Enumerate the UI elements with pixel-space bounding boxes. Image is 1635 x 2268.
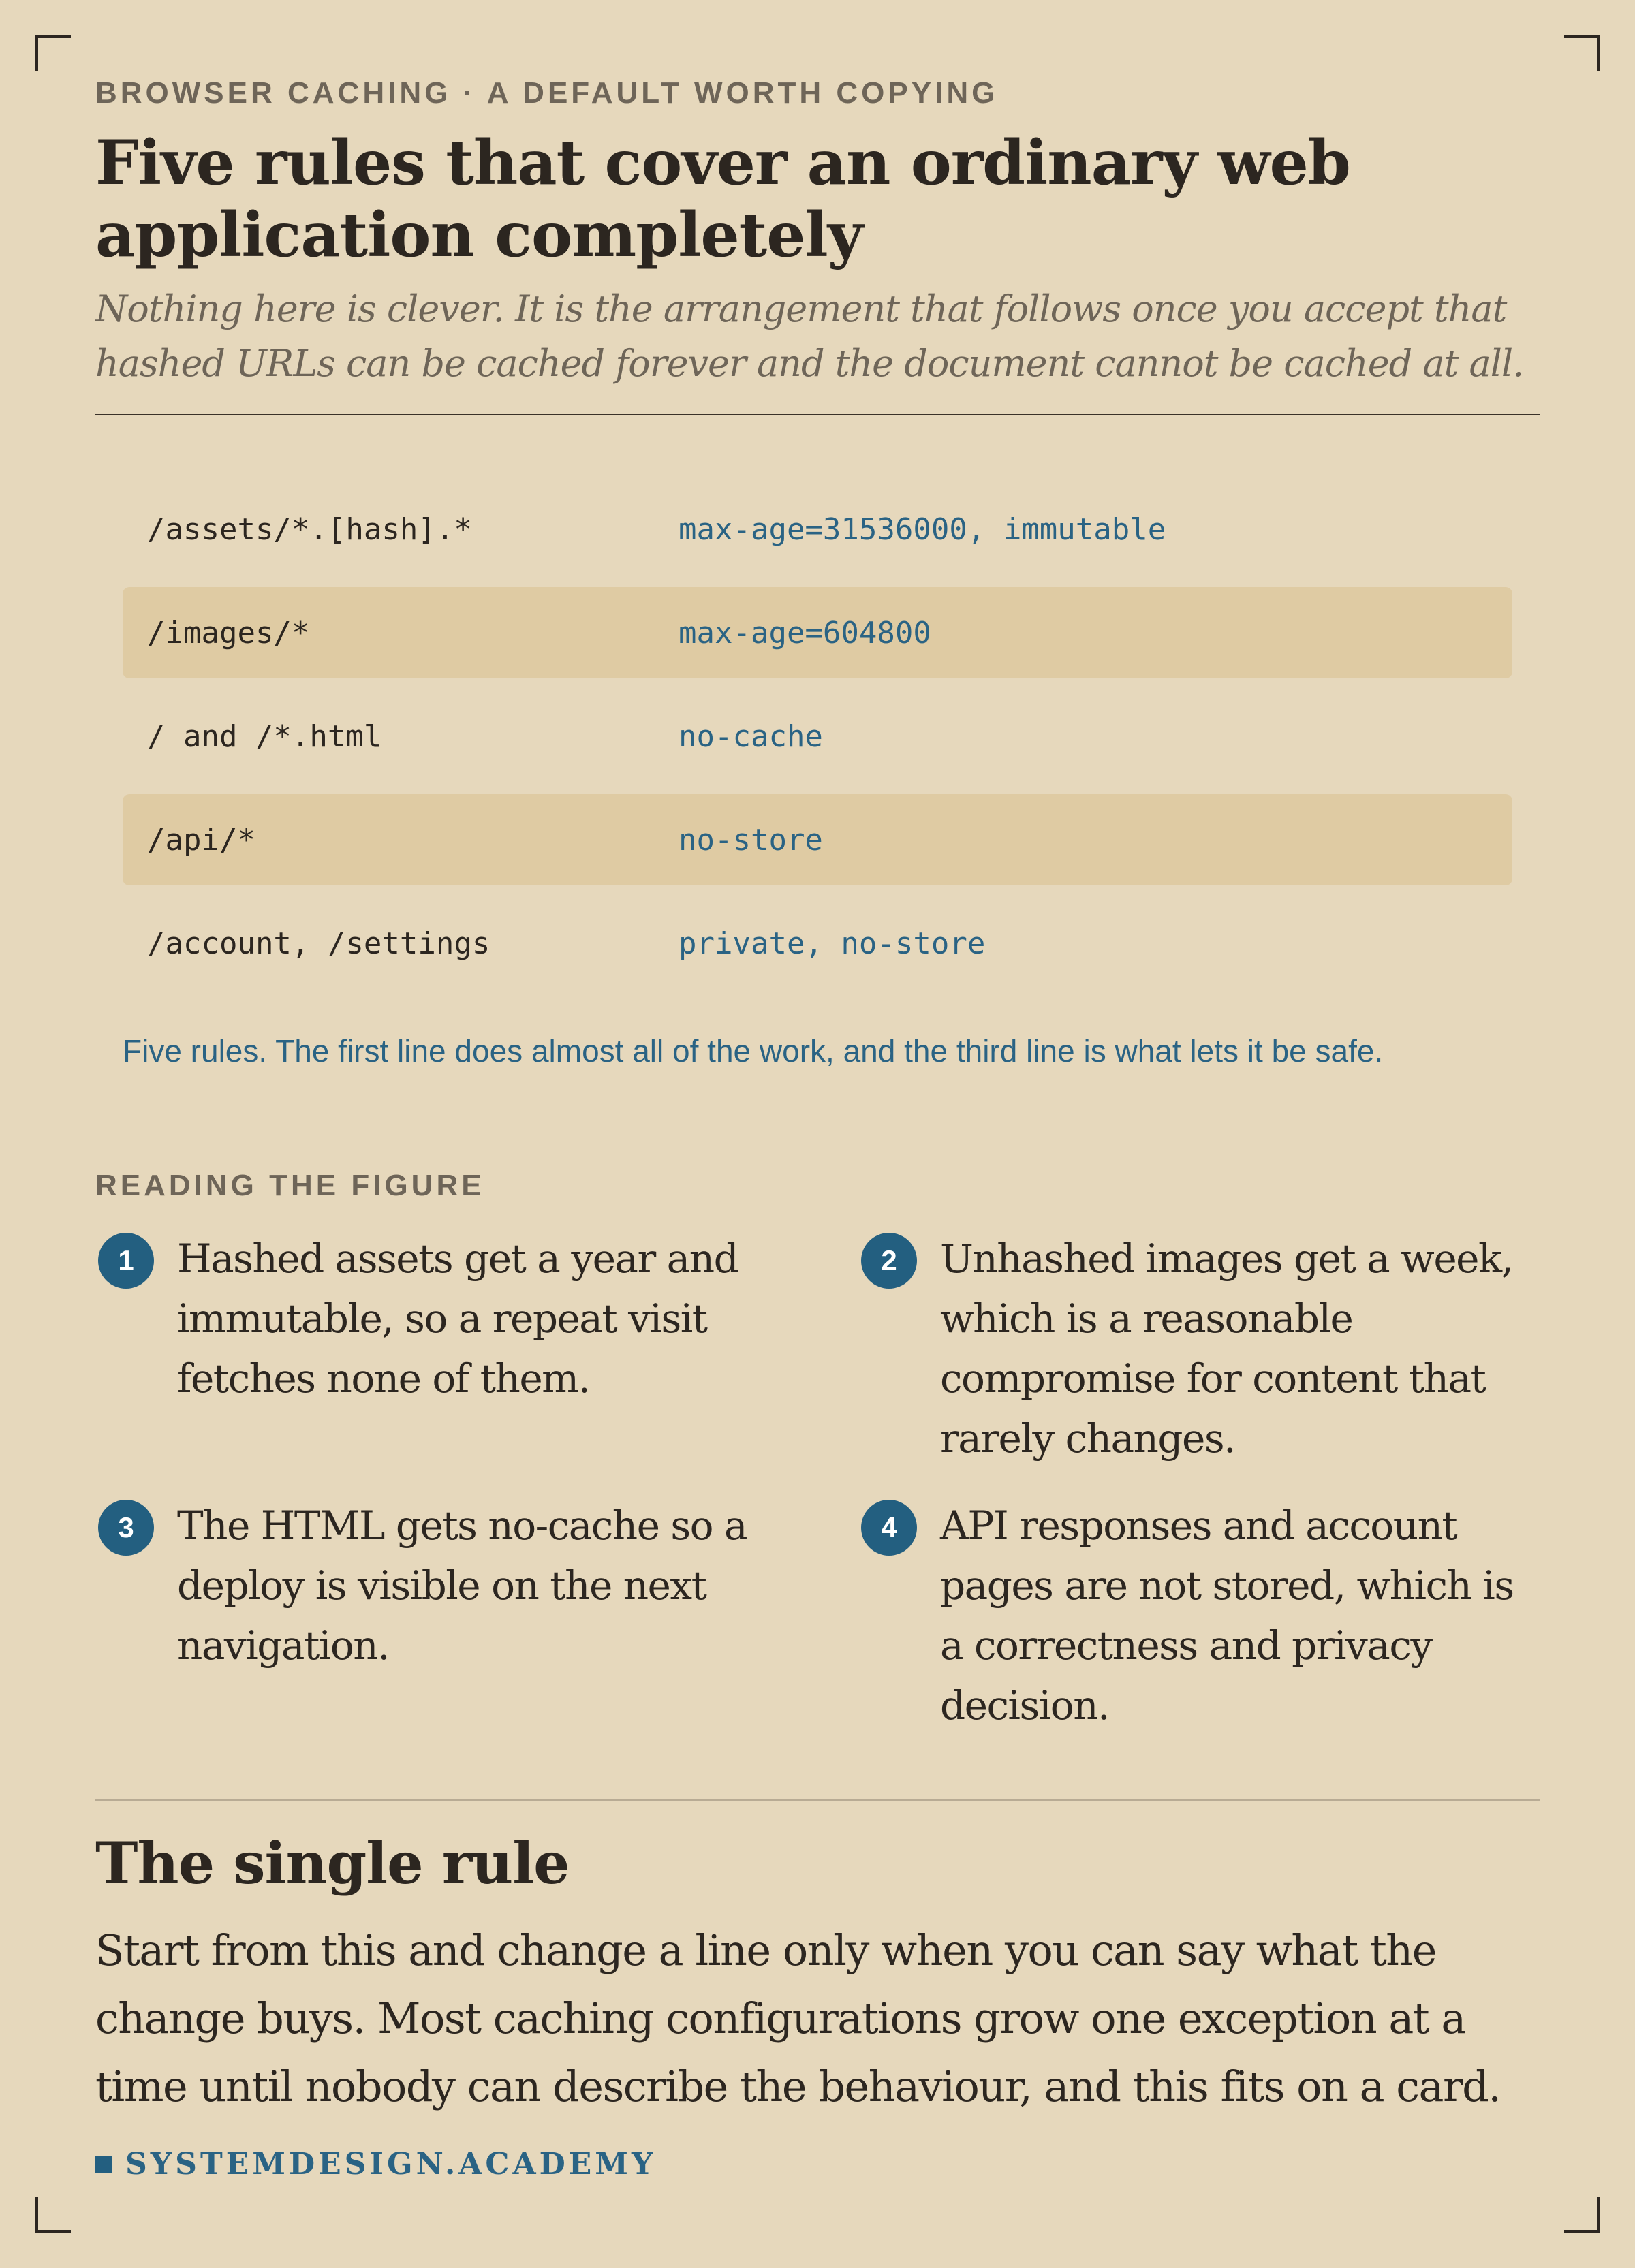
note-text: Unhashed images get a week, which is a reasonable compromise for content that rarely changes. bbox=[940, 1235, 1513, 1462]
single-rule-body: Start from this and change a line only when you can say what the change buys. Most caching configurations grow one exception at a time until nobody can describe the behaviour, and this fits on a card. bbox=[95, 1925, 1501, 2111]
reading-note bbox=[98, 1496, 752, 1675]
rule-cache-control: max-age=604800 bbox=[679, 615, 931, 650]
rule-path: /account, /settings bbox=[147, 926, 490, 961]
note-number-badge: 4 bbox=[861, 1500, 917, 1556]
brand-name: SYSTEMDESIGN.ACADEMY bbox=[125, 2147, 657, 2182]
header-divider bbox=[95, 414, 1540, 415]
note-text: API responses and account pages are not stored, which is a correctness and privacy decision. bbox=[940, 1502, 1514, 1729]
section-divider bbox=[95, 1799, 1540, 1801]
brand-square-icon bbox=[95, 2156, 112, 2173]
page-title: Five rules that cover an ordinary web application completely bbox=[95, 127, 1350, 271]
rule-path: / and /*.html bbox=[147, 719, 382, 754]
note-text: The HTML gets no-cache so a deploy is visible on the next navigation. bbox=[177, 1502, 747, 1669]
note-number-badge: 3 bbox=[98, 1500, 154, 1556]
cache-rule-row bbox=[123, 691, 1512, 782]
rule-cache-control: max-age=31536000, immutable bbox=[679, 511, 1166, 547]
reading-note bbox=[98, 1229, 752, 1408]
note-text: Hashed assets get a year and immutable, so a repeat visit fetches none of them. bbox=[177, 1235, 738, 1402]
single-rule-title: The single rule bbox=[95, 1829, 570, 1897]
rule-path: /api/* bbox=[147, 822, 255, 857]
page-subtitle: Nothing here is clever. It is the arrangement that follows once you accept that hashed URLs can be cached forever and the document cannot be cached at all. bbox=[95, 287, 1524, 385]
corner-mark-top-left bbox=[35, 35, 71, 71]
cache-rule-row bbox=[123, 794, 1512, 885]
rule-path: /images/* bbox=[147, 615, 310, 650]
figure-caption: Five rules. The first line does almost all of the work, and the third line is what lets it be safe. bbox=[123, 1033, 1384, 1069]
brand bbox=[95, 2147, 656, 2182]
corner-mark-bottom-right bbox=[1564, 2197, 1600, 2233]
reading-note bbox=[861, 1229, 1515, 1468]
eyebrow: BROWSER CACHING · A DEFAULT WORTH COPYING bbox=[95, 76, 999, 110]
cache-rule-row bbox=[123, 484, 1512, 575]
rule-cache-control: no-cache bbox=[679, 719, 823, 754]
cache-rule-row bbox=[123, 587, 1512, 678]
cache-rule-row bbox=[123, 898, 1512, 989]
rule-cache-control: no-store bbox=[679, 822, 823, 857]
corner-mark-top-right bbox=[1564, 35, 1600, 71]
rule-path: /assets/*.[hash].* bbox=[147, 511, 472, 547]
note-number-badge: 2 bbox=[861, 1233, 917, 1289]
note-number-badge: 1 bbox=[98, 1233, 154, 1289]
corner-mark-bottom-left bbox=[35, 2197, 71, 2233]
rule-cache-control: private, no-store bbox=[679, 926, 986, 961]
cache-rules-table bbox=[123, 484, 1512, 1001]
section-label-reading: READING THE FIGURE bbox=[95, 1169, 485, 1202]
reading-note bbox=[861, 1496, 1515, 1735]
